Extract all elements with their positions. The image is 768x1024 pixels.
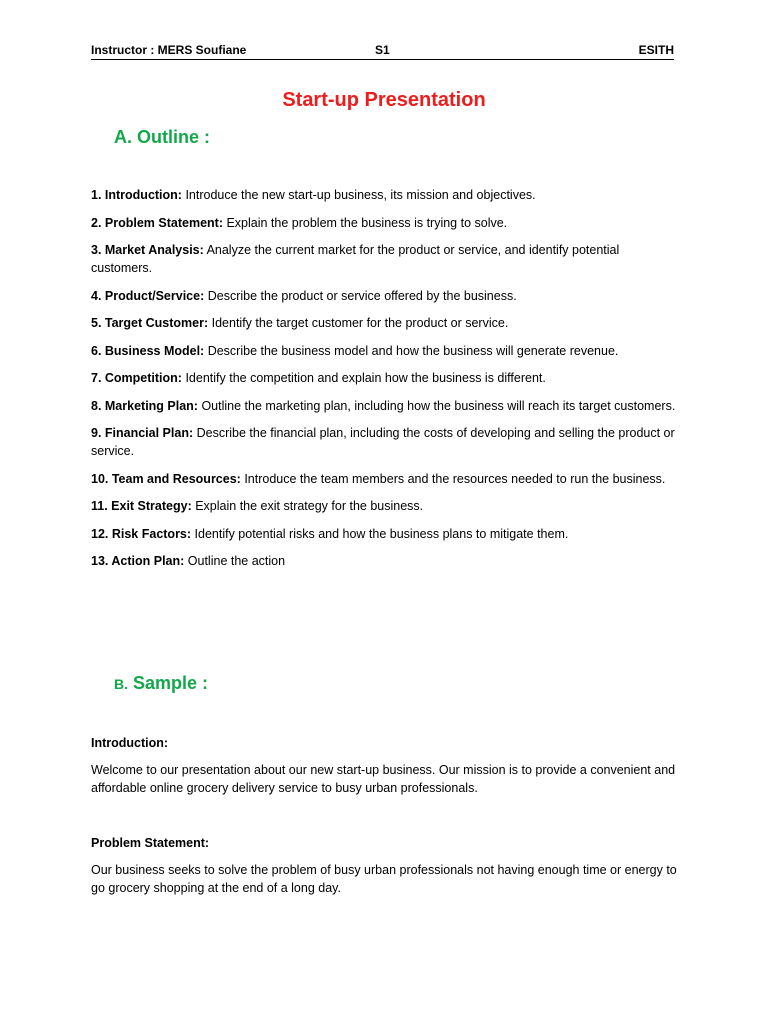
outline-term: 8. Marketing Plan: — [91, 398, 198, 413]
outline-term: 5. Target Customer: — [91, 316, 209, 330]
sample-intro-heading — [91, 734, 681, 752]
list-item — [91, 186, 681, 204]
outline-desc: Introduce the new start-up business, its mission and objectives. — [181, 188, 536, 202]
outline-desc: Describe the product or service offered by the business. — [204, 288, 517, 303]
section-letter: B. — [114, 676, 128, 692]
document-title: Start-up Presentation — [282, 89, 486, 111]
header-level: S1 — [375, 43, 390, 57]
outline-desc: Outline the marketing plan, including how the business will reach its target customers. — [197, 398, 676, 413]
outline-term: 10. Team and Resources: — [91, 471, 241, 486]
list-item — [91, 497, 681, 515]
section-heading-sample — [114, 672, 208, 695]
header-school: ESITH — [638, 43, 674, 57]
outline-desc: Identify the competition and explain how the business is different. — [181, 371, 546, 385]
list-item — [91, 525, 681, 543]
list-item — [91, 342, 681, 360]
outline-term: 9. Financial Plan: — [91, 426, 194, 440]
sample-problem-heading — [91, 834, 681, 852]
subheading: Problem Statement: — [91, 836, 210, 850]
header-instructor: Instructor : MERS Soufiane — [91, 43, 247, 57]
list-item — [91, 287, 681, 305]
outline-desc: Introduce the team members and the resources needed to run the business. — [240, 471, 666, 486]
outline-list — [91, 186, 681, 580]
outline-desc: Describe the financial plan, including the costs of developing and selling the product or service. — [91, 426, 675, 458]
sample-intro-text — [91, 761, 681, 797]
list-item — [91, 470, 681, 488]
outline-term: 7. Competition: — [91, 371, 182, 385]
list-item — [91, 424, 681, 460]
list-item — [91, 241, 681, 277]
list-item — [91, 314, 681, 332]
paragraph: Welcome to our presentation about our new start-up business. Our mission is to provide a convenient and affordable online grocery delivery service to busy urban professionals. — [91, 763, 676, 795]
outline-desc: Identify potential risks and how the business plans to mitigate them. — [191, 526, 569, 541]
list-item — [91, 214, 681, 232]
outline-desc: Explain the problem the business is trying to solve. — [222, 215, 508, 230]
section-letter: A. — [114, 127, 132, 147]
paragraph: Our business seeks to solve the problem of busy urban professionals not having enough time or energy to go grocery shopping at the end of a long day. — [91, 863, 677, 895]
outline-desc: Outline the action — [184, 554, 286, 568]
sample-problem-text — [91, 861, 681, 897]
outline-desc: Identify the target customer for the product or service. — [208, 316, 509, 330]
outline-term: 3. Market Analysis: — [91, 243, 204, 257]
section-label: Outline : — [132, 127, 210, 147]
page-header — [91, 43, 674, 60]
section-heading-outline — [114, 126, 210, 148]
outline-desc: Analyze the current market for the product or service, and identify potential customers. — [91, 243, 620, 275]
list-item — [91, 369, 681, 387]
outline-term: 13. Action Plan: — [91, 554, 185, 568]
outline-desc: Describe the business model and how the business will generate revenue. — [204, 343, 619, 358]
outline-term: 12. Risk Factors: — [91, 526, 192, 541]
list-item — [91, 397, 681, 415]
outline-term: 6. Business Model: — [91, 343, 205, 358]
outline-term: 11. Exit Strategy: — [91, 499, 192, 513]
outline-term: 1. Introduction: — [91, 188, 182, 202]
outline-desc: Explain the exit strategy for the business. — [191, 499, 424, 513]
outline-term: 4. Product/Service: — [91, 288, 205, 303]
list-item — [91, 552, 681, 570]
section-label: Sample : — [128, 673, 209, 693]
outline-term: 2. Problem Statement: — [91, 215, 223, 230]
subheading: Introduction: — [91, 736, 169, 750]
